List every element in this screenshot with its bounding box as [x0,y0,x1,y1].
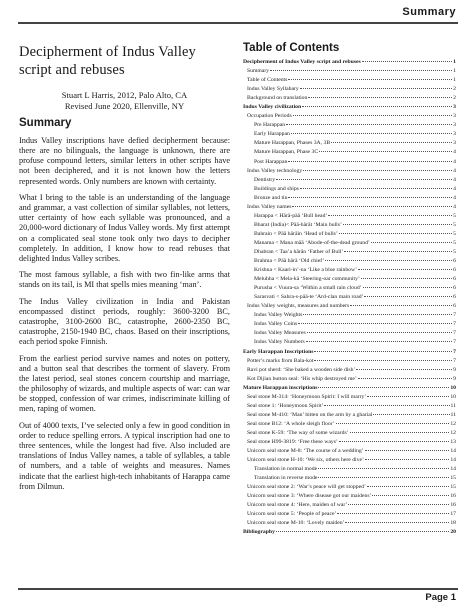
toc-entry-page: 11 [450,411,456,418]
byline-line-2: Revised June 2020, Ellenville, NY [64,100,185,111]
toc-entry[interactable] [243,474,456,483]
toc-dot-leader [314,360,452,361]
toc-entry[interactable] [243,411,456,420]
toc-entry-page: 13 [450,438,456,445]
toc-entry-title: Krishna < Kaari-in’-na ‘Like a blue rainbow’ [254,267,358,274]
toc-entry[interactable] [243,483,456,492]
toc-entry-page: 18 [450,520,456,527]
toc-dot-leader [358,378,452,379]
page-number: Page 1 [425,592,456,603]
toc-entry-title: Indus Valley Numbers [254,339,305,346]
toc-dot-leader [303,170,452,171]
toc-entry-title: Unicorn seal stone 2: ‘War’s peace will get stopped’ [247,484,366,491]
toc-entry-title: Unicorn seal stone 3: ‘Where disease got our maidens’ [247,493,372,500]
toc-entry-title: Table of Contents [247,77,288,84]
toc-dot-leader [298,323,452,324]
toc-entry-page: 4 [453,167,456,174]
toc-entry-page: 5 [453,230,456,237]
toc-entry-title: Mature Harappan, Phases 3A, 3B [254,140,331,147]
toc-entry[interactable] [243,492,456,501]
toc-entry-page: 6 [453,285,456,292]
toc-dot-leader [292,206,452,207]
toc-entry-page: 4 [453,149,456,156]
toc-dot-leader [343,224,452,225]
toc-dot-leader [291,133,452,134]
toc-entry-page: 3 [453,140,456,147]
page-header [0,0,474,34]
toc-dot-leader [336,423,450,424]
toc-entry-title: Indus Valley weights, measures and numbers [247,303,350,310]
summary-heading: Summary [19,117,72,130]
toc-entry-page: 6 [453,267,456,274]
footer-rule [18,588,458,590]
toc-dot-leader [361,278,452,279]
toc-entry-title: Unicorn seal stone 5: ‘People of peace’ [247,511,337,518]
toc-entry-page: 1 [453,68,456,75]
toc-dot-leader [318,477,449,478]
toc-dot-leader [339,233,452,234]
toc-entry-page: 4 [453,158,456,165]
toc-entry-title: Brahma < Pää hārā ‘Old chief’ [254,258,325,265]
toc-entry-title: Dentistry [254,176,276,183]
toc-entry[interactable] [243,158,456,167]
toc-entry-page: 2 [453,95,456,102]
toc-entry[interactable] [243,320,456,329]
toc-entry-page: 15 [450,484,456,491]
toc-dot-leader [308,97,452,98]
toc-entry[interactable] [243,302,456,311]
toc-dot-leader [276,179,452,180]
toc-dot-leader [339,441,449,442]
toc-dot-leader [314,351,452,352]
toc-entry-title: Ravi pot sherd: ‘She baked a wooden side dish’ [247,366,356,373]
toc-entry-page: 9 [453,375,456,382]
toc-entry[interactable] [243,275,456,284]
toc-entry-title: Early Harappan Inscriptions [243,348,314,355]
toc-entry-page: 10 [450,393,456,400]
toc-dot-leader [276,531,449,532]
toc-entry-title: Post Harappan [254,158,288,165]
toc-entry-page: 7 [453,339,456,346]
toc-entry-title: Seal stone B12: ‘A whole sleigh floor’ [247,420,335,427]
toc-entry[interactable] [243,528,456,537]
toc-entry[interactable] [243,293,456,302]
toc-entry-title: Indus Valley Syllabary [247,86,299,93]
toc-dot-leader [350,432,450,433]
toc-entry-page: 14 [450,457,456,464]
summary-paragraph-5: From the earliest period survive names and notes on pottery, and a button seal that describes the torment of slavery. From the latest period, seal stones concern courtship and marriage, the philosophy of wizards, and multiple aspects of war: can war be stopped, confession of war crimes, indiscriminate killing of men, raping of women. [19,353,230,414]
toc-entry-page: 5 [453,212,456,219]
toc-entry[interactable] [243,257,456,266]
toc-entry[interactable] [243,185,456,194]
toc-entry[interactable] [243,402,456,411]
toc-entry[interactable] [243,139,456,148]
toc-entry-title: Unicorn seal stone 4: ‘Here, maiden of war’ [247,502,348,509]
toc-dot-leader [270,70,452,71]
toc-entry-page: 4 [453,194,456,201]
summary-paragraph-2: What I bring to the table is an understanding of the language and grammar, a vast collection of similar syllables, not letters, utter certainty of how each syllable was pronounced, and a 20,000-word dictionary of Indus Valley words. My first attempt on a complicated seal stone took only two days to decipher completely. In addition, I know how to read rebuses that delighted Indus Valley scribes. [19,193,230,263]
header-title: Summary [402,6,456,18]
toc-entry[interactable] [243,456,456,465]
toc-dot-leader [373,414,449,415]
toc-column [243,40,456,537]
toc-entry-page: 20 [450,529,456,536]
toc-entry[interactable] [243,239,456,248]
header-rule [18,22,458,24]
toc-entry-page: 6 [453,276,456,283]
toc-entry[interactable] [243,130,456,139]
toc-dot-leader [337,513,449,514]
toc-entry[interactable] [243,58,456,67]
summary-paragraph-1: Indus Valley inscriptions have defied decipherment because: there are no bilinguals, the language is unknown, there are profuse compound letters, similar letters in other scripts have not been deciphered, and it is not known how the letters represented words. Only numbers are known with certainty. [19,136,230,186]
left-column [19,44,230,498]
toc-dot-leader [306,341,452,342]
toc-entry[interactable] [243,248,456,257]
toc-entry-page: 12 [450,420,456,427]
toc-entry-page: 10 [450,384,456,391]
toc-entry-title: Seal stone H99-3819: ‘Free these ways’ [247,438,338,445]
toc-entry[interactable] [243,167,456,176]
toc-dot-leader [356,369,452,370]
toc-entry[interactable] [243,348,456,357]
toc-entry[interactable] [243,266,456,275]
toc-entry-page: 9 [453,366,456,373]
toc-dot-leader [365,450,450,451]
toc-entry[interactable] [243,212,456,221]
toc-dot-leader [371,242,452,243]
toc-entry-page: 16 [450,493,456,500]
toc-dot-leader [367,396,449,397]
toc-entry-title: Translation in normal mode [254,466,318,473]
toc-dot-leader [318,468,449,469]
toc-entry[interactable] [243,203,456,212]
summary-paragraph-4: The Indus Valley civilization in India and Pakistan encompassed distinct periods, roughly: 3600-3200 BC, catastrophe, 3100-2600 BC, catastrophe, 2600-2350 BC, catastrophe, 2150-1940 BC, chaos. Based on their inscriptions, each period spoke Finnish. [19,297,230,347]
toc-entry-title: Seal stone 1: ‘Honeymoon Spirit’ [247,402,324,409]
toc-entry[interactable] [243,357,456,366]
toc-entry-title: Buildings and ships [254,185,299,192]
toc-entry[interactable] [243,329,456,338]
toc-entry-page: 14 [450,448,456,455]
byline-line-1: Stuart L Harris, 2012, Palo Alto, CA [61,90,188,100]
toc-entry[interactable] [243,375,456,384]
toc-entry[interactable] [243,519,456,528]
toc-entry-title: Bibliography [243,529,275,536]
toc-dot-leader [365,459,449,460]
toc-entry-title: Background on translation [247,95,308,102]
toc-entry-title: Unicorn seal stone H-10: ‘We six, others here dive’ [247,457,364,464]
toc-dot-leader [319,151,452,152]
toc-entry[interactable] [243,311,456,320]
toc-dot-leader [348,504,449,505]
toc-dot-leader [288,197,452,198]
toc-entry[interactable] [243,338,456,347]
toc-entry-title: Early Harappan [254,131,290,138]
toc-entry[interactable] [243,447,456,456]
toc-dot-leader [364,296,452,297]
toc-entry-title: Indus Valley Weights [254,312,303,319]
toc-dot-leader [345,522,449,523]
toc-dot-leader [372,495,449,496]
toc-entry-page: 17 [450,511,456,518]
toc-dot-leader [324,405,449,406]
toc-entry-page: 6 [453,303,456,310]
toc-entry-page: 12 [450,429,456,436]
toc-entry[interactable] [243,221,456,230]
toc-entry[interactable] [243,429,456,438]
toc-entry-title: Seal stone M-314: ‘Honeymoon Spirit: I will marry’ [247,393,367,400]
toc-dot-leader [307,332,452,333]
toc-entry-page: 16 [450,502,456,509]
toc-entry-page: 14 [450,466,456,473]
toc-entry-title: Purusha < Vuura-sa ‘Within a small rain cloud’ [254,285,362,292]
toc-entry-title: Indus Valley technology [247,167,303,174]
toc-entry[interactable] [243,112,456,121]
toc-dot-leader [325,260,452,261]
summary-paragraph-6: Out of 4000 texts, I’ve selected only a few in good condition in order to reduce spelling errors. A typical inscription had one to three sentences, while the longest had five. Also included are translations of Indus Valley names, a table of syllables, a table of numbers, and a table of weights and measures. Names indicate that the earliest high-tech inhabitants of Harappa came from Dilmun. [19,421,230,491]
toc-entry-page: 15 [450,475,456,482]
toc-entry-title: Bharat (India)< Pää-hārāt ‘Main bulls’ [254,221,342,228]
toc-entry[interactable] [243,230,456,239]
toc-entry-page: 4 [453,203,456,210]
toc-dot-leader [358,269,452,270]
toc-entry-page: 3 [453,122,456,129]
toc-entry-title: Dhabran < Taa’a hārān ‘Father of Bull’ [254,248,344,255]
toc-entry-title: Bahrain < Pää hārāin ‘Head of bulls’ [254,230,338,237]
toc-entry[interactable] [243,148,456,157]
toc-entry[interactable] [243,76,456,85]
toc-entry-title: Indus Valley Measures [254,330,306,337]
toc-dot-leader [288,161,452,162]
summary-paragraph-3: The most famous syllable, a fish with two fin-like arms that stands on its tail, is MI that spells mies meaning ‘man’. [19,270,230,290]
toc-entry-title: Bronze and tin [254,194,288,201]
toc-entry-page: 6 [453,258,456,265]
toc-entry-page: 1 [453,59,456,65]
toc-entry[interactable] [243,393,456,402]
toc-entry-title: Seal stone K-59: ‘The way of some wizards’ [247,429,349,436]
toc-entry-page: 2 [453,86,456,93]
toc-entry-page: 5 [453,248,456,255]
toc-entry-title: Kot Dijian button seal: ‘His whip destroyed me’ [247,375,357,382]
toc-entry[interactable] [243,284,456,293]
toc-entry-page: 3 [453,104,456,111]
toc-dot-leader [302,106,452,107]
toc-dot-leader [286,124,452,125]
toc-entry-page: 6 [453,294,456,301]
toc-dot-leader [318,387,449,388]
toc-entry-page: 11 [450,402,456,409]
toc-dot-leader [331,142,452,143]
toc-heading: Table of Contents [243,42,340,54]
toc-dot-leader [328,215,452,216]
toc-entry-page: 7 [453,357,456,364]
toc-entry[interactable] [243,85,456,94]
toc-entry-title: Indus Valley names [247,203,292,210]
toc-entry-title: Translation in reverse mode [254,475,318,482]
toc-entry[interactable] [243,67,456,76]
toc-entry-title: Potter’s marks from Bala-kot [247,357,314,364]
toc-entry-title: Indus Valley Coins [254,321,298,328]
toc-entry[interactable] [243,438,456,447]
toc-entry-page: 1 [453,77,456,84]
toc-dot-leader [293,115,452,116]
toc-entry[interactable] [243,194,456,203]
toc-entry-title: Mature Harappan, Phase 3C [254,149,319,156]
toc-entry-page: 7 [453,312,456,319]
toc-entry[interactable] [243,501,456,510]
toc-dot-leader [363,287,453,288]
toc-dot-leader [362,61,452,62]
toc-entry[interactable] [243,94,456,103]
toc-entry[interactable] [243,103,456,112]
toc-entry[interactable] [243,366,456,375]
document-title: Decipherment of Indus Valley script and rebuses [19,44,196,78]
toc-entry[interactable] [243,384,456,393]
toc-entry-title: Indus Valley civilization [243,104,302,111]
toc-dot-leader [288,79,452,80]
toc-dot-leader [303,314,452,315]
toc-dot-leader [344,251,452,252]
toc-entry-title: Unicorn seal stone M-10: ‘Lovely maiden’ [247,520,345,527]
toc-entry-title: Meluhha < Mela-kā ‘Steering-oar community’ [254,276,360,283]
toc-entry-title: Unicorn seal stone M-8: ‘The course of a wedding’ [247,448,364,455]
toc-entry-page: 4 [453,176,456,183]
toc-entry-title: Pre Harappan [254,122,286,129]
toc-entry-title: Decipherment of Indus Valley script and rebuses [243,59,361,65]
toc-entry-page: 5 [453,239,456,246]
toc-entry-title: Mature Harappan inscriptions [243,384,318,391]
toc-entry-page: 4 [453,185,456,192]
toc-dot-leader [300,88,452,89]
toc-entry-title: Summary [247,68,270,75]
toc-entry-title: Manama < Mana māā ‘Abode-of-the-dead ground’ [254,239,370,246]
toc-entry-page: 7 [453,348,456,355]
toc-entry[interactable] [243,121,456,130]
toc-entry-page: 3 [453,131,456,138]
toc-entry-page: 5 [453,221,456,228]
toc-entry[interactable] [243,420,456,429]
toc-entry-page: 3 [453,113,456,120]
toc-entry-title: Seal stone M-410: ‘Man’ bitten on the arm by a gharial [247,411,373,418]
toc-dot-leader [367,486,449,487]
toc-entry-title: Sarasvati < Sahra-s-pää-te ‘Ard-clan main road’ [254,294,364,301]
toc-entry-title: Harappa < Hārā-pää ‘Bull head’ [254,212,328,219]
toc-entry[interactable] [243,176,456,185]
toc-entry-page: 7 [453,330,456,337]
toc-dot-leader [300,188,452,189]
toc-list [243,58,456,537]
toc-entry[interactable] [243,510,456,519]
toc-entry-page: 7 [453,321,456,328]
toc-entry[interactable] [243,465,456,474]
toc-dot-leader [350,305,452,306]
toc-entry-title: Occupation Periods [247,113,292,120]
